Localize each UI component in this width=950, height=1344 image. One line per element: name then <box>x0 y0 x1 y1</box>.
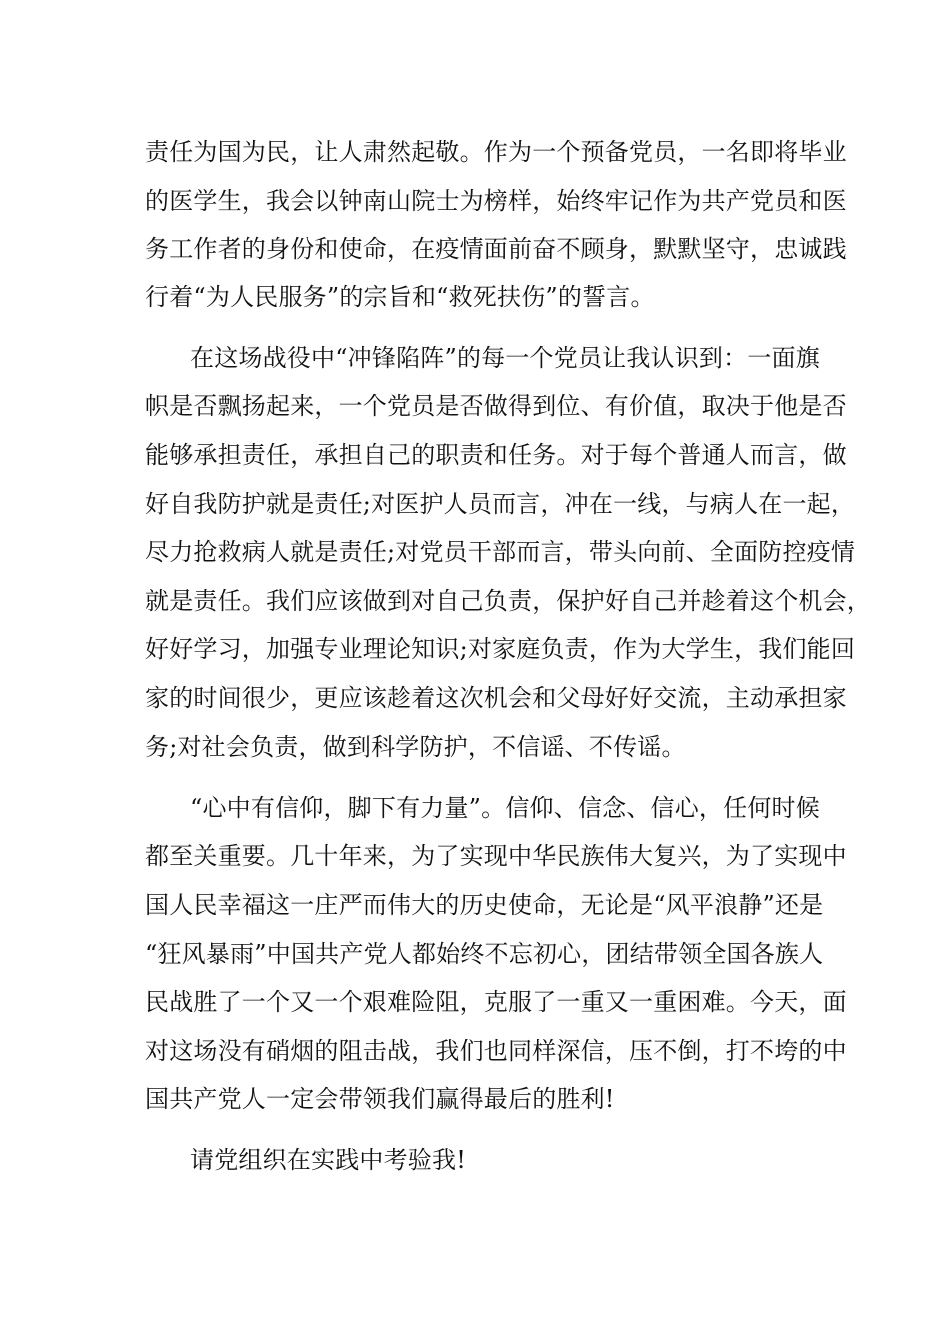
paragraph-3-line-4: “狂风暴雨”中国共产党人都始终不忘初心，团结带领全国各族人 <box>145 940 824 968</box>
paragraph-2-line-5: 尽力抢救病人就是责任;对党员干部而言，带头向前、全面防控疫情 <box>145 538 856 566</box>
paragraph-1-line-3: 务工作者的身份和使命，在疫情面前奋不顾身，默默坚守，忠诚践 <box>145 235 847 263</box>
paragraph-3-line-3: 国人民幸福这一庄严而伟大的历史使命，无论是“风平浪静”还是 <box>145 891 824 919</box>
paragraph-3-line-6: 对这场没有硝烟的阻击战，我们也同样深信，压不倒，打不垮的中 <box>145 1037 847 1065</box>
paragraph-2-line-4: 好自我防护就是责任;对医护人员而言，冲在一线，与病人在一起， <box>145 490 856 518</box>
paragraph-2-line-7: 好好学习，加强专业理论知识;对家庭负责，作为大学生，我们能回 <box>145 635 856 663</box>
paragraph-1-line-1: 责任为国为民，让人肃然起敬。作为一个预备党员，一名即将毕业 <box>145 138 847 166</box>
paragraph-3-line-5: 民战胜了一个又一个艰难险阻，克服了一重又一重困难。今天，面 <box>145 988 847 1016</box>
paragraph-2-line-9: 务;对社会负责，做到科学防护，不信谣、不传谣。 <box>145 733 686 761</box>
paragraph-2-line-2: 帜是否飘扬起来，一个党员是否做得到位、有价值，取决于他是否 <box>145 392 847 420</box>
paragraph-2-line-6: 就是责任。我们应该做到对自己负责，保护好自己并趁着这个机会， <box>145 587 871 615</box>
paragraph-2-line-1: 在这场战役中“冲锋陷阵”的每一个党员让我认识到：一面旗 <box>190 344 820 372</box>
paragraph-3-line-1: “心中有信仰，脚下有力量”。信仰、信念、信心，任何时候 <box>190 794 820 822</box>
paragraph-2-line-3: 能够承担责任，承担自己的职责和任务。对于每个普通人而言，做 <box>145 441 847 469</box>
paragraph-3-line-2: 都至关重要。几十年来，为了实现中华民族伟大复兴，为了实现中 <box>145 842 847 870</box>
paragraph-1-line-4: 行着“为人民服务”的宗旨和“救死扶伤”的誓言。 <box>145 283 655 311</box>
paragraph-2-line-8: 家的时间很少，更应该趁着这次机会和父母好好交流，主动承担家 <box>145 684 847 712</box>
paragraph-1-line-2: 的医学生，我会以钟南山院士为榜样，始终牢记作为共产党员和医 <box>145 187 847 215</box>
paragraph-3-line-7: 国共产党人一定会带领我们赢得最后的胜利! <box>145 1085 615 1113</box>
paragraph-4-line-1: 请党组织在实践中考验我! <box>190 1146 467 1174</box>
